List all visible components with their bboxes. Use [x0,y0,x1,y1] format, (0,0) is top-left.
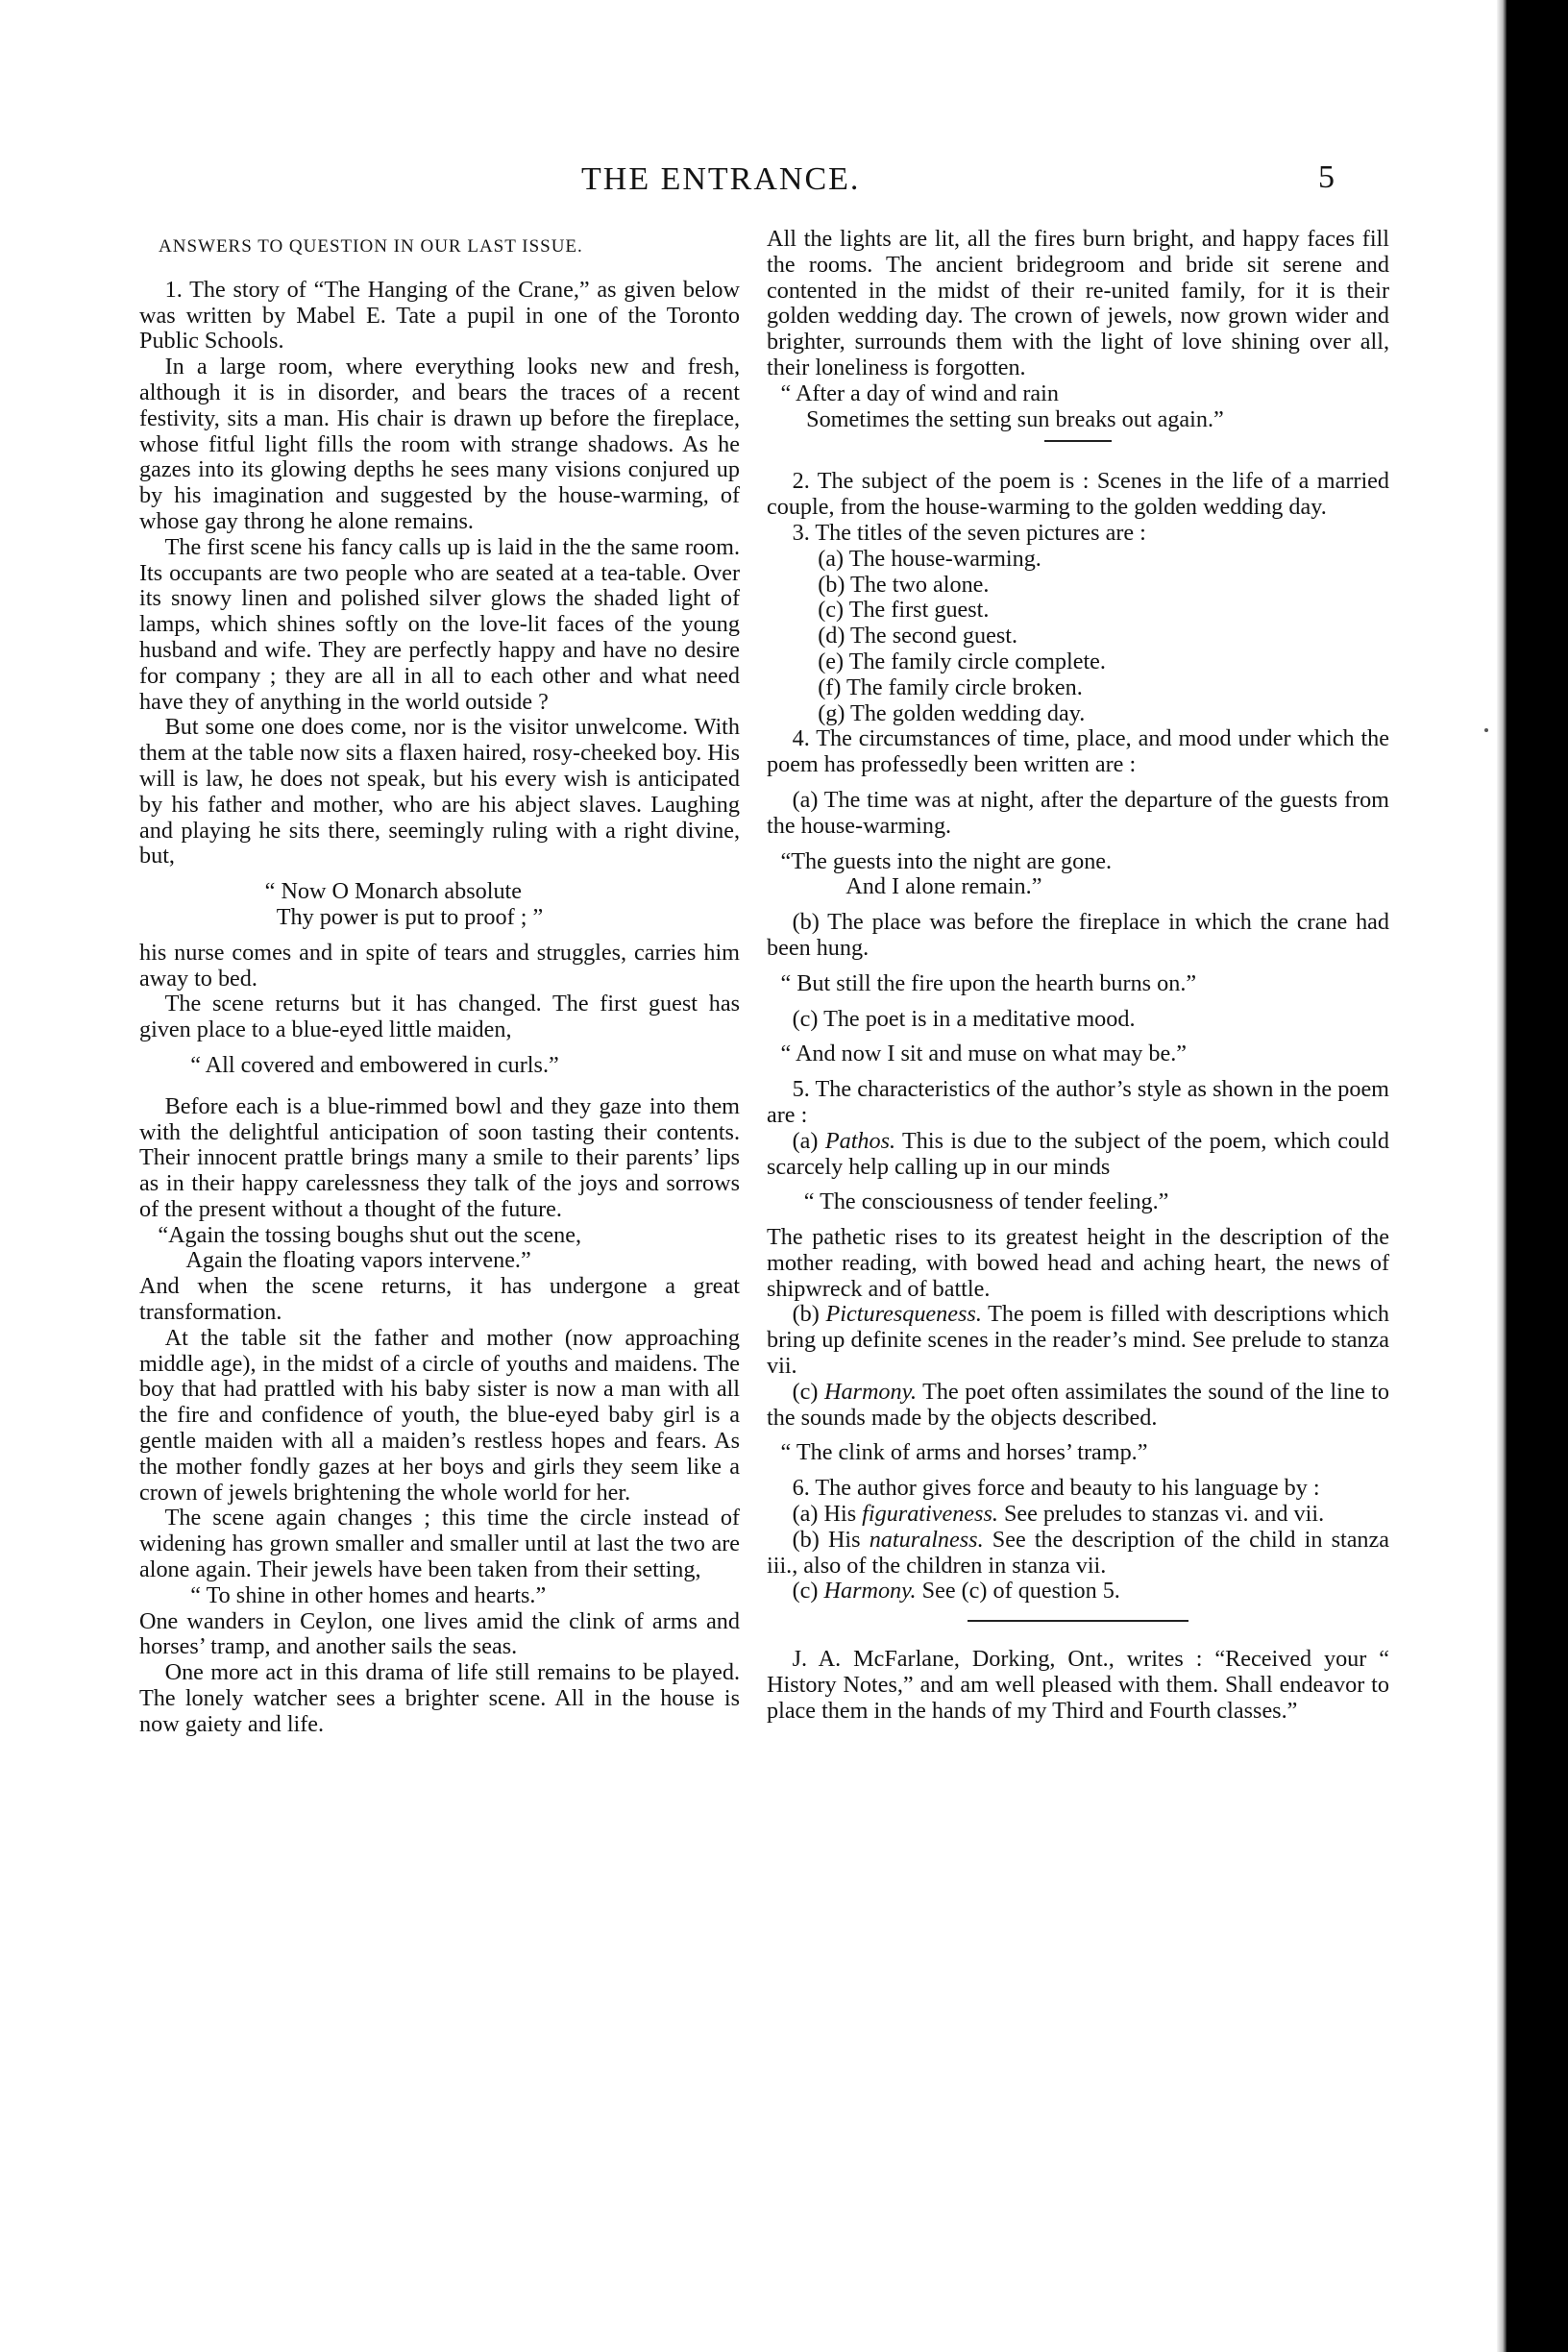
list-item: (d) The second guest. [818,623,1018,649]
paragraph: 2. The subject of the poem is : Scenes in the life of a married couple, from the house-warming to the golden wedding day. [767,468,1389,521]
quote-line: And I alone remain.” [845,873,1042,900]
quote-line: “ Now O Monarch absolute [264,878,523,905]
paragraph [767,1579,1389,1605]
quote-line: “ But still the fire upon the hearth burns on.” [780,969,1197,996]
page-edge [1497,0,1507,2352]
paragraph: Before each is a blue-rimmed bowl and they gaze into them with the delightful anticipation of soon tasting their contents. Their innocent prattle brings many a smile to their parents’ lips as in their happy carelessness they talk of the joys and sorrows of the present without a thought of the future. [139,1092,740,1222]
paragraph [767,1528,1389,1580]
item-text: See preludes to stanzas vi. and vii. [1003,1501,1325,1528]
item-label: (a) [792,1127,819,1154]
list-item: (c) The first guest. [818,597,990,624]
left-column [139,227,740,1738]
italic-term: Pathos. [824,1127,896,1154]
item-label: (b) [792,1301,820,1328]
paragraph: The pathetic rises to its greatest height in the description of the mother reading, with bowed head and aching heart, the news of shipwreck and of battle. [767,1224,1389,1302]
item-text: See (c) of question 5. [921,1578,1120,1605]
quote-line: Thy power is put to proof ; ” [276,903,544,930]
letter-paragraph: J. A. McFarlane, Dorking, Ont., writes : “Received your “ History Notes,” and am well pleased with them. Shall endeavor to place them in the hands of my Third and Fourth classes.” [767,1646,1389,1724]
item-label: (a) His [792,1501,857,1528]
paragraph: But some one does come, nor is the visitor unwelcome. With them at the table now sits a flaxen haired, rosy-cheeked boy. His will is law, he does not speak, but his every wish is anticipated by his father and mother, who are his abject slaves. Laughing and playing he sits there, seemingly ruling with a right divine, but, [139,714,740,870]
quote-line: “ To shine in other homes and hearts.” [190,1581,547,1608]
list-item: (f) The family circle broken. [818,674,1083,700]
quote-line: “ The consciousness of tender feeling.” [803,1188,1169,1215]
quote-line: “The guests into the night are gone. [780,847,1113,874]
italic-term: Harmony. [823,1378,918,1405]
paragraph: 4. The circumstances of time, place, and mood under which the poem has professedly been written are : [767,725,1389,778]
quote-line: Again the floating vapors intervene.” [185,1247,531,1274]
quote-line: “ All covered and embowered in curls.” [190,1051,559,1078]
quote-line: “ After a day of wind and rain [780,380,1059,406]
paragraph: (c) The poet is in a meditative mood. [792,1005,1136,1032]
paragraph: The scene again changes ; this time the circle instead of widening has grown smaller and smaller until at last the two are alone again. Their jewels have been taken from their setting, [139,1505,740,1583]
quote-line: “ The clink of arms and horses’ tramp.” [780,1439,1148,1466]
divider-rule [968,1620,1188,1622]
item-text: See the description of the child in stanza iii., also of the children in stanza vii. [767,1526,1389,1579]
italic-term: Picturesqueness. [825,1301,982,1328]
item-text: The poet often assimilates the sound of the line to the sounds made by the objects described. [767,1378,1389,1431]
paragraph [767,1502,1389,1528]
right-column [767,227,1389,1725]
paragraph: In a large room, where everything looks new and fresh, although it is in disorder, and bears the traces of a recent festivity, sits a man. His chair is drawn up before the fireplace, whose fitful light fills the room with strange shadows. As he gazes into its glowing depths he sees many visions conjured up by his imagination and suggested by the house-warming, of whose gay throng he alone remains. [139,354,740,534]
divider-rule [1044,440,1112,442]
paragraph: One wanders in Ceylon, one lives amid the clink of arms and horses’ tramp, and another sails the seas. [139,1607,740,1660]
paragraph [767,1380,1389,1432]
item-label: (c) [792,1578,819,1605]
paragraph: 3. The titles of the seven pictures are : [792,519,1146,546]
paragraph [767,1129,1389,1181]
paragraph: At the table sit the father and mother (now approaching middle age), in the midst of a circle of youths and maidens. The boy that had prattled with his baby sister is now a man with all the fire and confidence of youth, the blue-eyed baby girl is a gentle maiden with all a maiden’s restless hopes and fears. As the mother fondly gazes at her boys and girls they seem like a crown of jewels brightening the whole world for her. [139,1324,740,1506]
running-title: THE ENTRANCE. [581,161,861,197]
quote-line: Sometimes the setting sun breaks out again.” [806,405,1224,432]
paragraph: (b) The place was before the fireplace in which the crane had been hung. [767,909,1389,961]
quote-line: “Again the tossing boughs shut out the scene, [158,1221,582,1248]
paragraph: All the lights are lit, all the fires burn bright, and happy faces fill the rooms. The ancient bridegroom and bride sit serene and contented in the midst of their re-united family, for it is their golden wedding day. The crown of jewels, now grown wider and brighter, surrounds them with the light of love shining over all, their loneliness is forgotten. [767,226,1389,380]
page-number: 5 [1318,159,1335,195]
paragraph: his nurse comes and in spite of tears and struggles, carries him away to bed. [139,939,740,992]
list-item: (g) The golden wedding day. [818,699,1086,726]
list-item: (e) The family circle complete. [818,648,1106,674]
paragraph: The scene returns but it has changed. The first guest has given place to a blue-eyed little maiden, [139,991,740,1043]
paragraph: 6. The author gives force and beauty to his language by : [792,1475,1320,1502]
item-label: (b) His [792,1526,861,1553]
paragraph: One more act in this drama of life still remains to be played. The lonely watcher sees a brighter scene. All in the house is now gaiety and life. [139,1659,740,1737]
margin-speck [1484,728,1488,732]
list-item: (a) The house-warming. [818,545,1041,572]
paragraph: 1. The story of “The Hanging of the Crane,” as given below was written by Mabel E. Tate a pupil in one of the Toronto Public Schools. [139,276,740,355]
paragraph: (a) The time was at night, after the departure of the guests from the house-warming. [767,786,1389,839]
item-text: This is due to the subject of the poem, which could scarcely help calling up in our minds [767,1127,1389,1180]
quote-line: “ And now I sit and muse on what may be.” [780,1041,1188,1067]
paragraph: And when the scene returns, it has undergone a great transformation. [139,1273,740,1326]
paragraph: The first scene his fancy calls up is laid in the the same room. Its occupants are two people who are seated at a tea-table. Over its snowy linen and polished silver glows the shaded light of lamps, which shines softly on the love-lit faces of the young husband and wife. They are perfectly happy and have no desire for company ; they are all in all to each other and what need have they of anything in the world outside ? [139,533,740,715]
section-heading: ANSWERS TO QUESTION IN OUR LAST ISSUE. [159,236,583,257]
paragraph: 5. The characteristics of the author’s style as shown in the poem are : [767,1076,1389,1128]
italic-term: Harmony. [823,1578,917,1605]
paragraph [767,1302,1389,1379]
item-label: (c) [792,1378,819,1405]
italic-term: figurativeness. [862,1501,998,1528]
italic-term: naturalness. [869,1526,984,1553]
list-item: (b) The two alone. [818,571,990,598]
item-text: The poem is filled with descriptions which bring up definite scenes in the reader’s mind. See prelude to stanza vii. [767,1301,1389,1380]
